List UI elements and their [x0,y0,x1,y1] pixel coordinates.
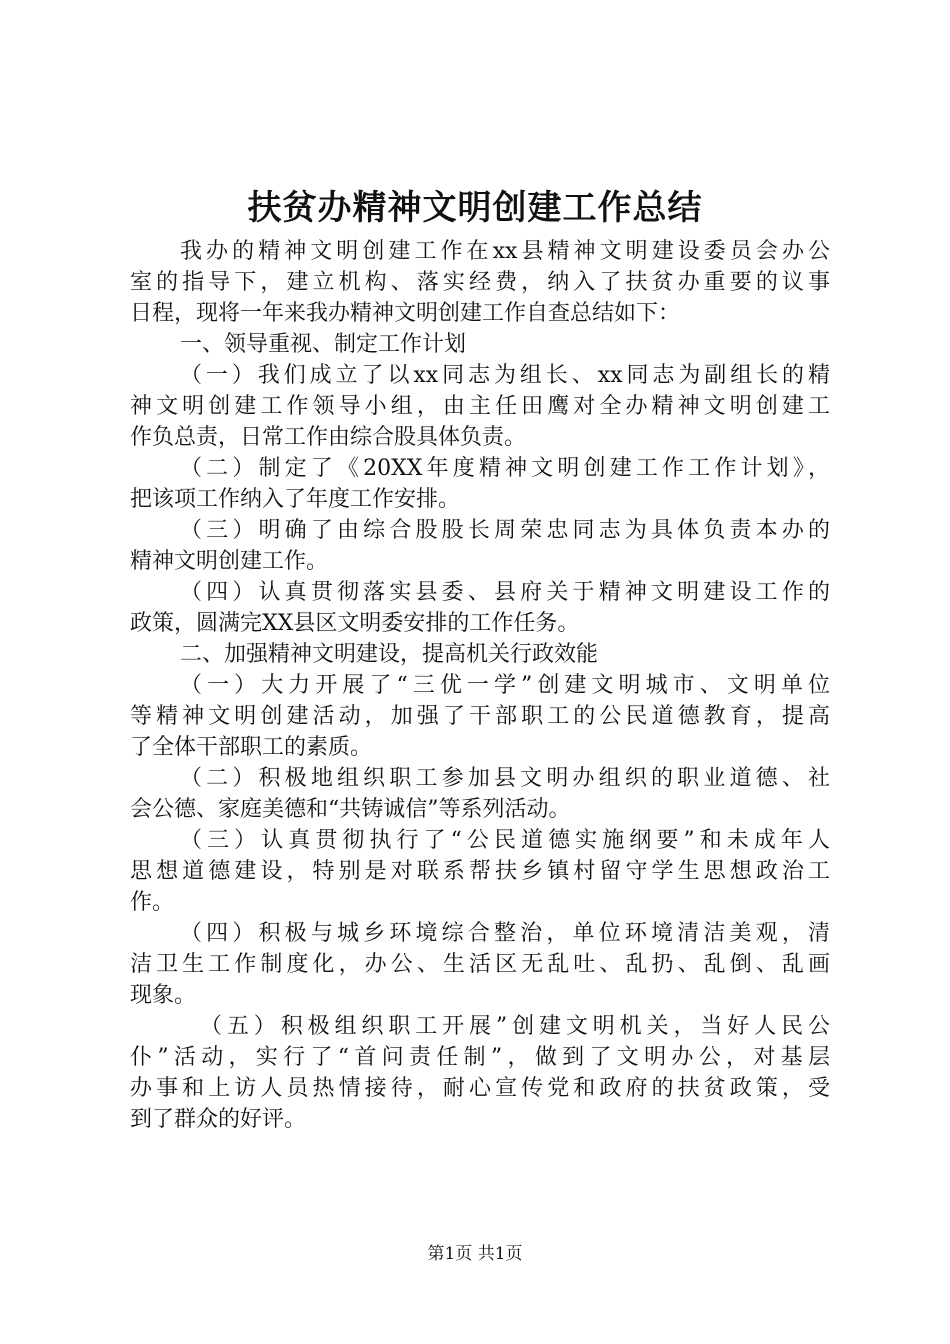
section-heading: 二、加强精神文明建设，提高机关行政效能 [180,642,599,667]
document-title: 扶贫办精神文明创建工作总结 [247,188,703,228]
text-line: 仆”活动，实行了“首问责任制”，做到了文明办公，对基层 [130,1045,830,1070]
text-line: （五）积极组织职工开展”创建文明机关，当好人民公 [200,1014,830,1039]
page-number: 第1页 共1页 [427,1244,523,1264]
document-body [130,236,830,1135]
text-line: 精神文明创建工作。 [130,549,329,574]
text-line: 作负总责，日常工作由综合股具体负责。 [130,425,527,450]
text-line: （四）认真贯彻落实县委、县府关于精神文明建设工作的 [180,580,830,605]
text-line: 神文明创建工作领导小组，由主任田鹰对全办精神文明创建工 [130,394,830,419]
text-line: 室的指导下，建立机构、落实经费，纳入了扶贫办重要的议事 [130,270,830,295]
text-line: 会公德、家庭美德和“共铸诚信”等系列活动。 [130,797,571,822]
text-line: （二）制定了《20XX年度精神文明创建工作工作计划》， [180,456,830,481]
text-line: 现象。 [130,983,197,1008]
text-line: （二）积极地组织职工参加县文明办组织的职业道德、社 [180,766,830,791]
text-line: 了全体干部职工的素质。 [130,735,373,760]
text-line: 到了群众的好评。 [130,1107,307,1132]
text-line: （一）大力开展了“三优一学”创建文明城市、文明单位 [180,673,830,698]
text-line: （一）我们成立了以xx同志为组长、xx同志为副组长的精 [180,363,830,388]
text-line: 政策，圆满完XX县区文明委安排的工作任务。 [130,611,580,636]
text-line: 思想道德建设，特别是对联系帮扶乡镇村留守学生思想政治工 [130,859,830,884]
text-line: 办事和上访人员热情接待，耐心宣传党和政府的扶贫政策，受 [130,1076,830,1101]
text-line: 把该项工作纳入了年度工作安排。 [130,487,461,512]
text-line: 作。 [130,890,175,915]
text-line: （三）明确了由综合股股长周荣忠同志为具体负责本办的 [180,518,830,543]
text-line: 日程，现将一年来我办精神文明创建工作自查总结如下： [130,301,681,326]
text-line: 我办的精神文明创建工作在xx县精神文明建设委员会办公 [180,239,830,264]
section-heading: 一、领导重视、制定工作计划 [180,332,467,357]
text-line: 等精神文明创建活动，加强了干部职工的公民道德教育，提高 [130,704,830,729]
text-line: （四）积极与城乡环境综合整治，单位环境清洁美观，清 [180,921,830,946]
text-line: 洁卫生工作制度化，办公、生活区无乱吐、乱扔、乱倒、乱画 [130,952,830,977]
text-line: （三）认真贯彻执行了“公民道德实施纲要”和未成年人 [180,828,830,853]
